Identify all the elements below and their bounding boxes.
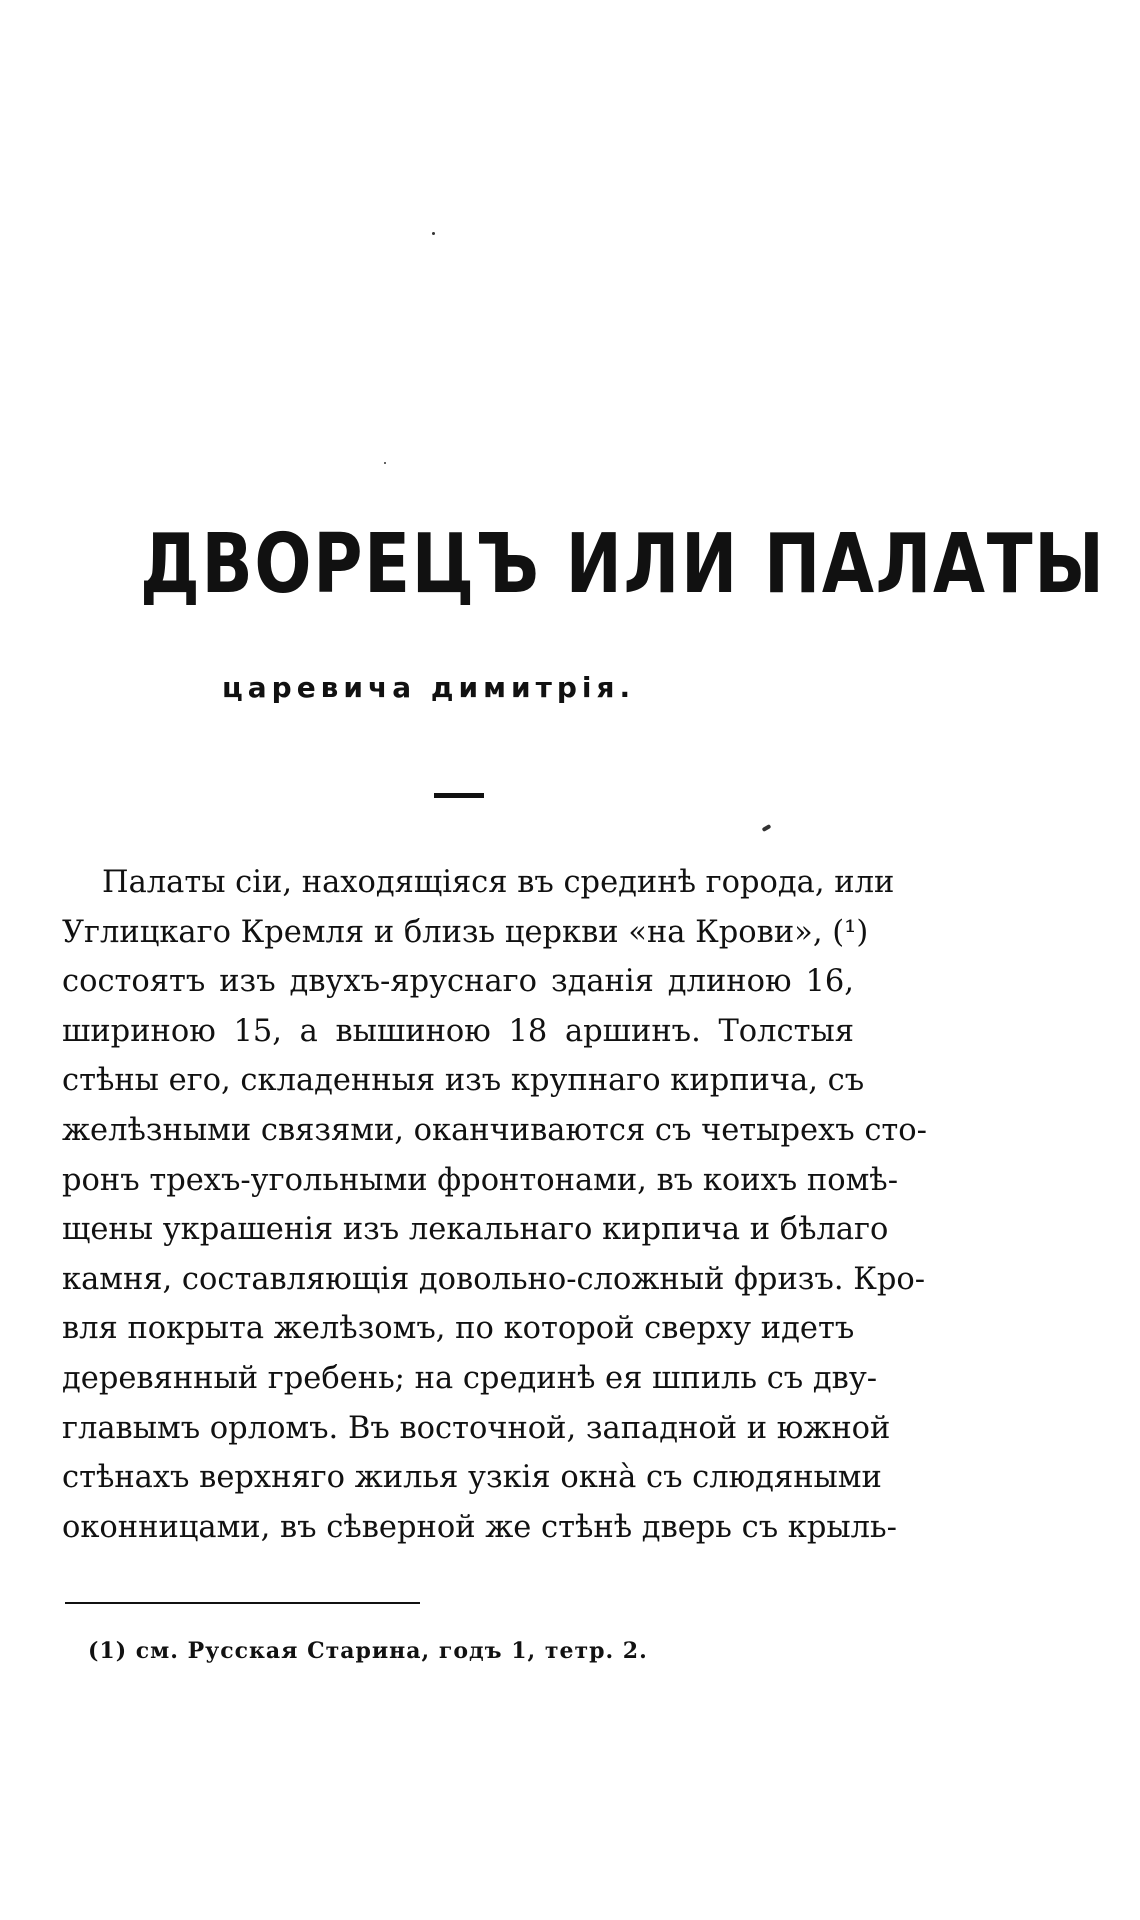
- text-line: стѣны его, складенныя изъ крупнаго кирпича, съ: [62, 1063, 865, 1099]
- text-line: оконницами, въ сѣверной же стѣнѣ дверь съ крыль-: [62, 1509, 897, 1545]
- text-line: главымъ орломъ. Въ восточной, западной и южной: [62, 1410, 891, 1446]
- text-line: щены украшенія изъ лекальнаго кирпича и бѣлаго: [62, 1212, 889, 1248]
- text-line: стѣнахъ верхняго жилья узкія окнà съ слюдяными: [62, 1460, 882, 1496]
- text-line: ронъ трехъ-угольными фронтонами, въ коихъ помѣ-: [62, 1162, 899, 1198]
- ink-speck: [762, 824, 772, 832]
- ink-speck: [384, 462, 386, 464]
- body-paragraph: [62, 858, 927, 1552]
- footnote: (1) см. Русская Старина, годъ 1, тетр. 2.: [88, 1638, 648, 1664]
- text-line: Углицкаго Кремля и близь церкви «на Крови», (¹): [62, 914, 869, 950]
- title-divider: [434, 793, 484, 798]
- page-subtitle: царевича димитрія.: [222, 671, 636, 704]
- text-line: вля покрыта желѣзомъ, по которой сверху идетъ: [62, 1311, 855, 1347]
- text-line: желѣзными связями, оканчиваются съ четырехъ сто-: [62, 1112, 927, 1148]
- ink-speck: [432, 232, 435, 235]
- text-line: камня, составляющія довольно-сложный фризъ. Кро-: [62, 1261, 926, 1297]
- text-line: шириною 15, а вышиною 18 аршинъ. Толстыя: [62, 1013, 854, 1049]
- page-title: ДВОРЕЦЪ ИЛИ ПАЛАТЫ: [140, 517, 1106, 612]
- text-line: деревянный гребень; на срединѣ ея шпиль съ дву-: [62, 1360, 878, 1396]
- footnote-divider: [65, 1602, 420, 1604]
- text-line: состоятъ изъ двухъ-яруснаго зданія длиною 16,: [62, 964, 854, 1000]
- text-line: Палаты сіи, находящіяся въ срединѣ города, или: [102, 865, 895, 900]
